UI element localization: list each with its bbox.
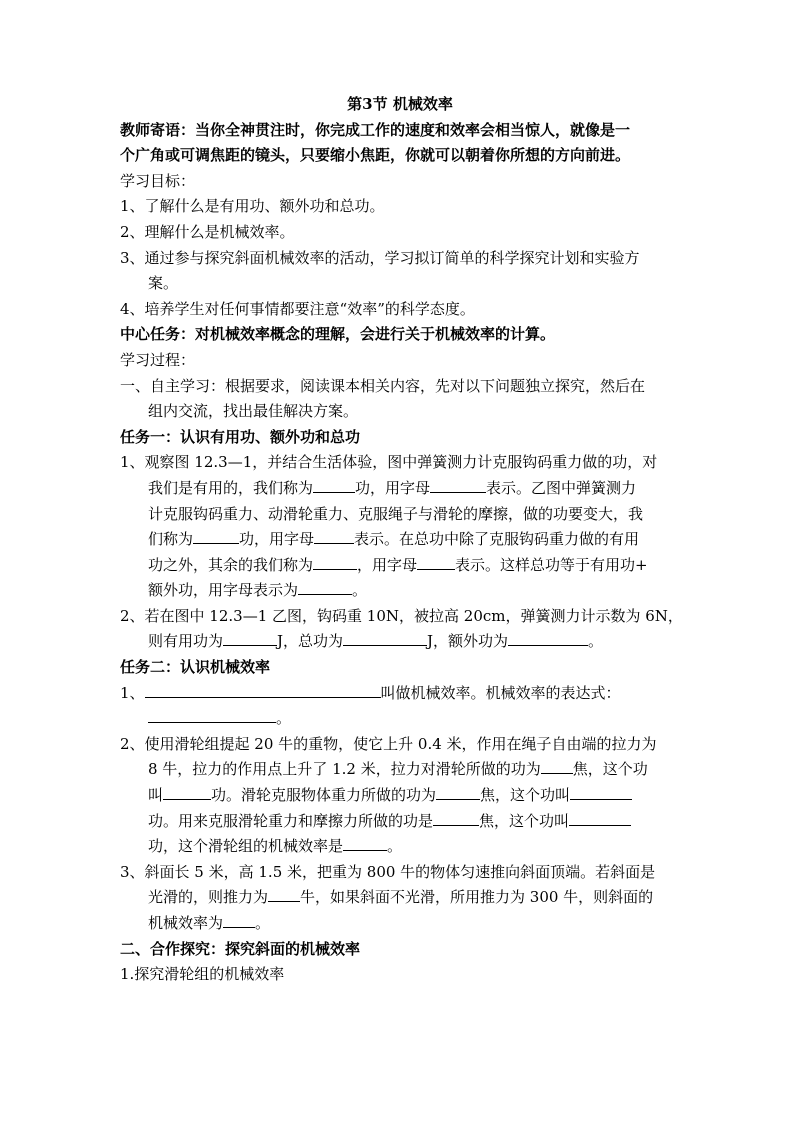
section2-heading: 二、合作探究：探究斜面的机械效率 bbox=[120, 939, 361, 958]
task1-q1-line-1: 1、观察图 12.3—1，并结合生活体验，图中弹簧测力计克服钩码重力做的功，对 bbox=[120, 453, 658, 472]
text: 功，用字母 bbox=[239, 530, 315, 549]
teacher-message-line-2: 个广角或可调焦距的镜头，只要缩小焦距，你就可以朝着你所想的方向前进。 bbox=[120, 146, 631, 165]
goal-4: 4、培养学生对任何事情都要注意“效率”的科学态度。 bbox=[120, 299, 475, 318]
text: 焦，这个功 bbox=[572, 760, 648, 779]
answer-blank[interactable] bbox=[570, 784, 632, 800]
text: 们称为 bbox=[148, 530, 194, 549]
answer-blank[interactable] bbox=[541, 758, 573, 774]
task1-q1-line-2 bbox=[120, 476, 680, 502]
section2-item: 1.探究滑轮组的机械效率 bbox=[120, 965, 285, 984]
worksheet-content bbox=[120, 92, 683, 988]
answer-blank[interactable] bbox=[569, 810, 631, 826]
text: 。 bbox=[352, 581, 368, 600]
goal-3: 3、通过参与探究斜面机械效率的活动，学习拟订简单的科学探究计划和实验方 bbox=[120, 248, 640, 267]
text: 。 bbox=[588, 632, 604, 651]
task1-q2-line-2 bbox=[120, 629, 680, 655]
answer-blank[interactable] bbox=[148, 707, 276, 723]
text: J，额外功为 bbox=[427, 632, 509, 651]
answer-blank[interactable] bbox=[417, 554, 455, 570]
text: 1、 bbox=[120, 683, 145, 702]
answer-blank[interactable] bbox=[193, 528, 239, 544]
text: ，用字母 bbox=[357, 555, 418, 574]
text: 我们是有用的，我们称为 bbox=[148, 478, 314, 497]
text: 功，用字母 bbox=[355, 478, 431, 497]
task1-q1-line-6 bbox=[120, 578, 680, 604]
goal-3-continued: 案。 bbox=[148, 274, 179, 293]
answer-blank[interactable] bbox=[223, 630, 277, 646]
text: 功，这个滑轮组的机械效率是 bbox=[148, 837, 344, 856]
task1-q1-line-4 bbox=[120, 527, 680, 553]
task2-q1-line-2 bbox=[120, 706, 680, 732]
answer-blank[interactable] bbox=[343, 630, 427, 646]
text: 牛，如果斜面不光滑，所用推力为 300 牛，则斜面的 bbox=[300, 888, 654, 907]
teacher-message-line-1: 教师寄语：当你全神贯注时，你完成工作的速度和效率会相当惊人，就像是一 bbox=[120, 120, 631, 139]
task2-q1-line-1 bbox=[120, 681, 680, 707]
process-intro-line-2: 组内交流，找出最佳解决方案。 bbox=[148, 402, 359, 421]
task2-q2-line-4 bbox=[120, 809, 680, 835]
task2-q3-line-3 bbox=[120, 911, 680, 937]
text: 叫 bbox=[148, 786, 164, 805]
text: 机械效率为 bbox=[148, 914, 224, 932]
text: 功。用来克服滑轮重力和摩擦力所做的功是 bbox=[148, 811, 434, 830]
task2-q2-line-1: 2、使用滑轮组提起 20 牛的重物，使它上升 0.4 米，作用在绳子自由端的拉力为 bbox=[120, 734, 657, 753]
text: 功。滑轮克服物体重力所做的功为 bbox=[211, 786, 437, 805]
task1-heading: 任务一：认识有用功、额外功和总功 bbox=[120, 427, 361, 446]
goal-2: 2、理解什么是机械效率。 bbox=[120, 222, 295, 241]
process-heading: 学习过程： bbox=[120, 350, 196, 369]
answer-blank[interactable] bbox=[343, 835, 387, 851]
central-task: 中心任务：对机械效率概念的理解，会进行关于机械效率的计算。 bbox=[120, 325, 556, 344]
text: 光滑的，则推力为 bbox=[148, 888, 269, 907]
text: 则有用功为 bbox=[148, 632, 224, 651]
text: J，总功为 bbox=[277, 632, 344, 651]
text: 。 bbox=[255, 914, 271, 932]
text: 。 bbox=[387, 837, 403, 856]
answer-blank[interactable] bbox=[508, 630, 588, 646]
answer-blank[interactable] bbox=[298, 579, 352, 595]
text: 额外功，用字母表示为 bbox=[148, 581, 299, 600]
process-intro-line-1: 一、自主学习：根据要求，阅读课本相关内容，先对以下问题独立探究，然后在 bbox=[120, 376, 646, 395]
answer-blank[interactable] bbox=[313, 477, 355, 493]
text: 表示。乙图中弹簧测力 bbox=[486, 478, 637, 497]
answer-blank[interactable] bbox=[433, 810, 479, 826]
task2-q2-line-5 bbox=[120, 834, 680, 860]
text: 焦，这个功叫 bbox=[480, 786, 571, 805]
task1-q1-line-3: 计克服钩码重力、动滑轮重力、克服绳子与滑轮的摩擦，做的功要变大，我 bbox=[148, 504, 644, 523]
goals-heading: 学习目标： bbox=[120, 171, 196, 190]
task2-q2-line-3 bbox=[120, 783, 680, 809]
task1-q1-line-5 bbox=[120, 553, 680, 579]
answer-blank[interactable] bbox=[145, 682, 381, 698]
answer-blank[interactable] bbox=[268, 886, 300, 902]
task2-q3-line-2 bbox=[120, 885, 680, 911]
page-title: 第3节 机械效率 bbox=[347, 95, 453, 113]
text: 表示。在总功中除了克服钩码重力做的有用 bbox=[354, 530, 640, 549]
text: 表示。这样总功等于有用功+ bbox=[455, 555, 648, 574]
answer-blank[interactable] bbox=[436, 784, 480, 800]
task2-q3-line-1: 3、斜面长 5 米，高 1.5 米，把重为 800 牛的物体匀速推向斜面顶端。若斜面是 bbox=[120, 862, 656, 881]
goal-1: 1、了解什么是有用功、额外功和总功。 bbox=[120, 197, 385, 216]
text: 功之外，其余的我们称为 bbox=[148, 555, 314, 574]
answer-blank[interactable] bbox=[223, 912, 255, 928]
text: 。 bbox=[276, 709, 292, 728]
answer-blank[interactable] bbox=[430, 477, 486, 493]
text: 叫做机械效率。机械效率的表达式： bbox=[380, 683, 621, 702]
text: 8 牛，拉力的作用点上升了 1.2 米，拉力对滑轮所做的功为 bbox=[148, 760, 541, 779]
answer-blank[interactable] bbox=[313, 554, 357, 570]
answer-blank[interactable] bbox=[163, 784, 211, 800]
task2-heading: 任务二：认识机械效率 bbox=[120, 658, 271, 677]
task2-q2-line-2 bbox=[120, 757, 680, 783]
task1-q2-line-1: 2、若在图中 12.3—1 乙图，钩码重 10N，被拉高 20cm，弹簧测力计示数为 6N， bbox=[120, 606, 683, 625]
answer-blank[interactable] bbox=[314, 528, 354, 544]
text: 焦，这个功叫 bbox=[479, 811, 570, 830]
